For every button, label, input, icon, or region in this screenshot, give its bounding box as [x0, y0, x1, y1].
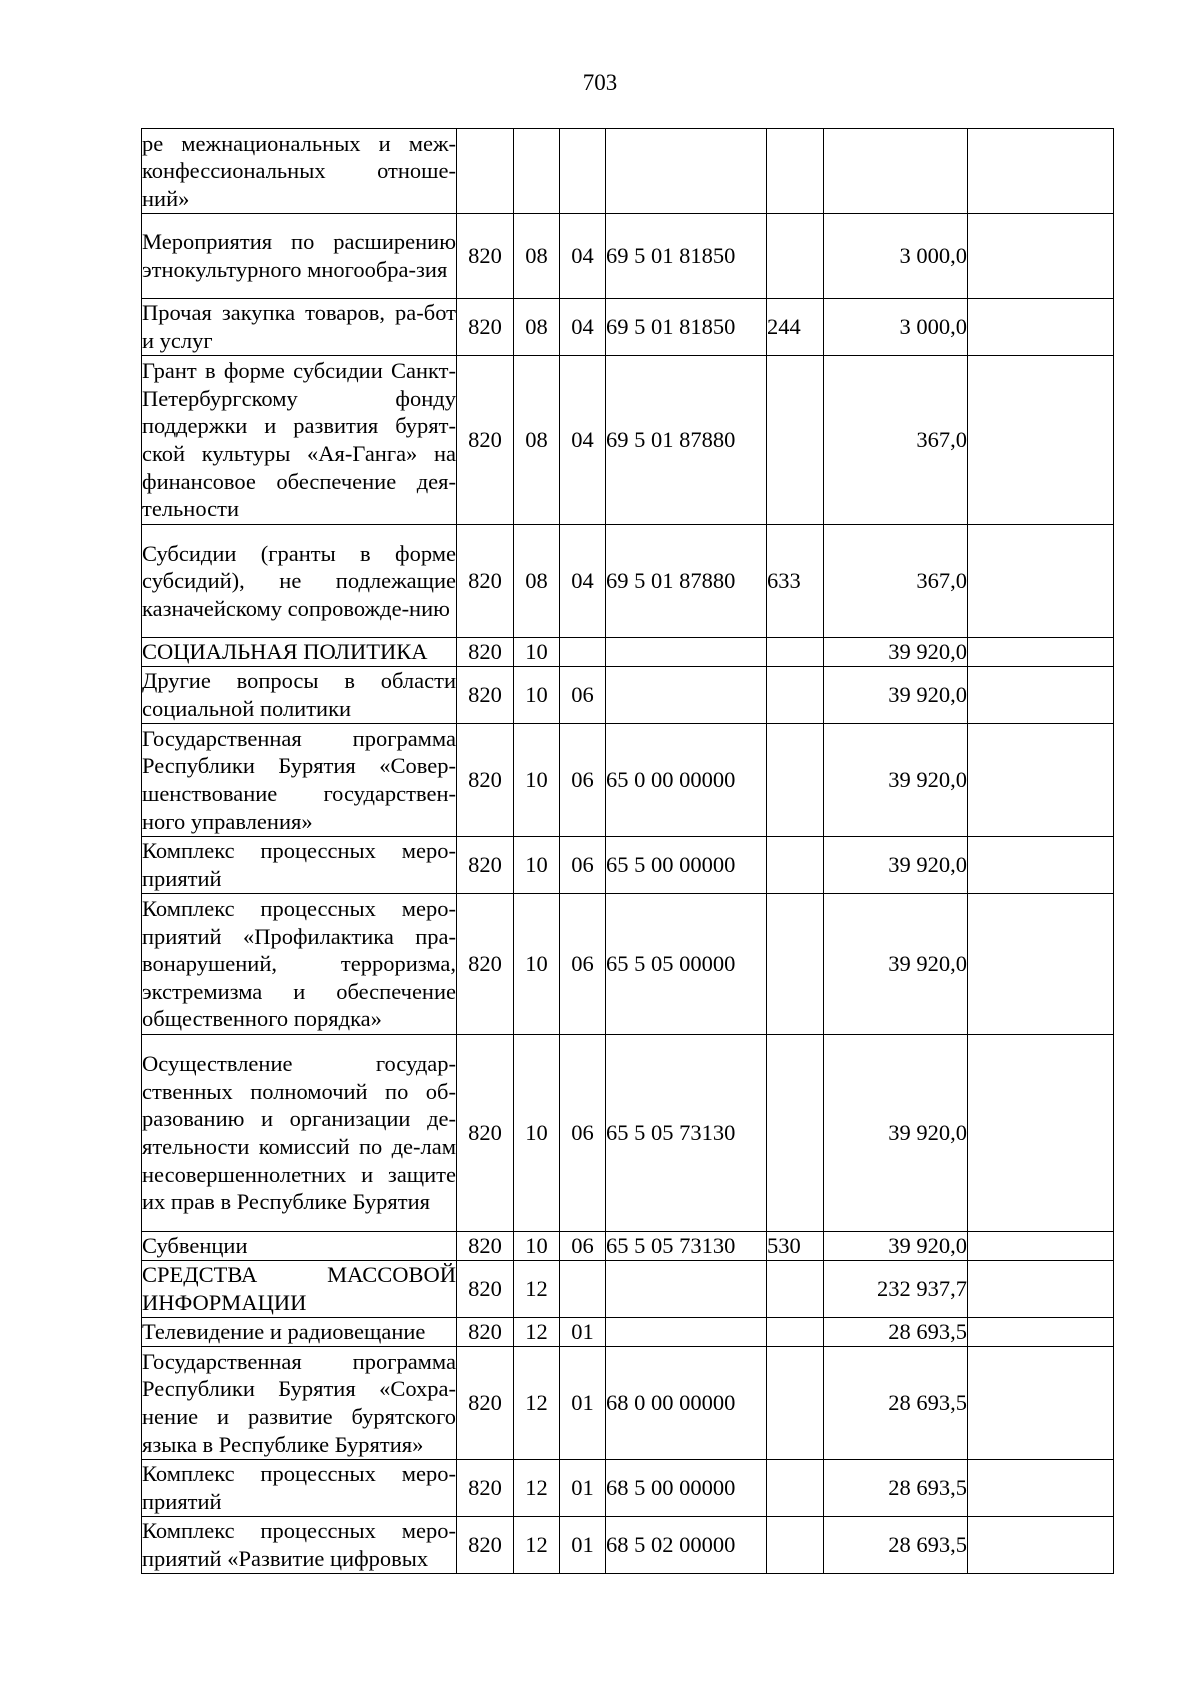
row-pr: 01: [560, 1347, 606, 1460]
row-rz: 08: [514, 214, 560, 299]
row-sum: 39 920,0: [824, 837, 968, 894]
row-gr: 820: [457, 724, 514, 837]
row-empty-cell: [968, 129, 1114, 214]
row-pr: 01: [560, 1517, 606, 1574]
row-sum: 28 693,5: [824, 1318, 968, 1347]
row-gr: 820: [457, 667, 514, 724]
row-pr: 04: [560, 214, 606, 299]
row-csr: 69 5 01 81850: [606, 214, 767, 299]
row-csr: 65 5 05 00000: [606, 894, 767, 1035]
row-pr: 04: [560, 356, 606, 525]
row-csr: [606, 1318, 767, 1347]
row-rz: 08: [514, 525, 560, 638]
row-pr: 04: [560, 525, 606, 638]
row-empty-cell: [968, 1517, 1114, 1574]
row-name: СОЦИАЛЬНАЯ ПОЛИТИКА: [142, 638, 457, 667]
table-row: [142, 1347, 1114, 1460]
row-empty-cell: [968, 667, 1114, 724]
row-csr: 65 0 00 00000: [606, 724, 767, 837]
row-sum: 39 920,0: [824, 724, 968, 837]
table-row: [142, 724, 1114, 837]
row-sum: 232 937,7: [824, 1261, 968, 1318]
row-empty-cell: [968, 1460, 1114, 1517]
row-vr: [767, 1460, 824, 1517]
table-row: [142, 1517, 1114, 1574]
row-rz: 08: [514, 356, 560, 525]
row-name: Государственная программа Республики Бурятия «Сохра-нение и развитие бурятского языка в Республике Бурятия»: [142, 1347, 457, 1460]
row-rz: 12: [514, 1347, 560, 1460]
row-name: Субсидии (гранты в форме субсидий), не подлежащие казначейскому сопровожде-нию: [142, 525, 457, 638]
row-pr: 06: [560, 1232, 606, 1261]
row-gr: 820: [457, 837, 514, 894]
row-sum: 39 920,0: [824, 638, 968, 667]
row-rz: 12: [514, 1460, 560, 1517]
row-vr: [767, 1035, 824, 1232]
row-empty-cell: [968, 356, 1114, 525]
row-empty-cell: [968, 894, 1114, 1035]
row-name: Другие вопросы в области социальной политики: [142, 667, 457, 724]
row-vr: [767, 638, 824, 667]
row-csr: 65 5 00 00000: [606, 837, 767, 894]
row-vr: [767, 667, 824, 724]
row-vr: [767, 129, 824, 214]
table-row: [142, 837, 1114, 894]
row-vr: 244: [767, 299, 824, 356]
row-csr: 65 5 05 73130: [606, 1035, 767, 1232]
row-vr: [767, 1347, 824, 1460]
row-gr: 820: [457, 214, 514, 299]
table-row: [142, 1460, 1114, 1517]
row-pr: 06: [560, 724, 606, 837]
row-name: Комплекс процессных меро-приятий: [142, 837, 457, 894]
row-empty-cell: [968, 1347, 1114, 1460]
row-rz: 10: [514, 638, 560, 667]
table-row: [142, 1232, 1114, 1261]
table-row: [142, 638, 1114, 667]
row-empty-cell: [968, 638, 1114, 667]
budget-table: [141, 128, 1114, 1574]
row-name: Грант в форме субсидии Санкт-Петербургскому фонду поддержки и развития бурят-ской культуры «Ая-Ганга» на финансовое обеспечение дея-тельности: [142, 356, 457, 525]
row-name: Комплекс процессных меро-приятий «Профилактика пра-вонарушений, терроризма, экстремизма и обеспечение общественного порядка»: [142, 894, 457, 1035]
row-rz: 10: [514, 837, 560, 894]
row-gr: 820: [457, 1347, 514, 1460]
row-empty-cell: [968, 1232, 1114, 1261]
row-name: Мероприятия по расширению этнокультурного многообра-зия: [142, 214, 457, 299]
row-rz: 10: [514, 1232, 560, 1261]
row-gr: 820: [457, 525, 514, 638]
row-pr: 01: [560, 1318, 606, 1347]
row-rz: 08: [514, 299, 560, 356]
row-rz: 10: [514, 724, 560, 837]
row-gr: 820: [457, 1517, 514, 1574]
row-sum: 3 000,0: [824, 299, 968, 356]
row-empty-cell: [968, 1318, 1114, 1347]
row-csr: 68 5 00 00000: [606, 1460, 767, 1517]
table-row: [142, 1318, 1114, 1347]
row-sum: 39 920,0: [824, 1232, 968, 1261]
row-csr: 69 5 01 87880: [606, 525, 767, 638]
row-sum: 367,0: [824, 525, 968, 638]
row-pr: 01: [560, 1460, 606, 1517]
row-name: Комплекс процессных меро-приятий: [142, 1460, 457, 1517]
row-name: Комплекс процессных меро-приятий «Развитие цифровых: [142, 1517, 457, 1574]
row-gr: 820: [457, 1035, 514, 1232]
row-csr: 68 0 00 00000: [606, 1347, 767, 1460]
row-gr: 820: [457, 638, 514, 667]
row-sum: 3 000,0: [824, 214, 968, 299]
row-vr: [767, 356, 824, 525]
row-pr: 06: [560, 837, 606, 894]
row-vr: [767, 837, 824, 894]
page-number: 703: [582, 70, 618, 95]
table-row: [142, 1261, 1114, 1318]
row-sum: 367,0: [824, 356, 968, 525]
row-vr: [767, 724, 824, 837]
row-empty-cell: [968, 837, 1114, 894]
row-vr: [767, 1261, 824, 1318]
row-csr: [606, 638, 767, 667]
row-rz: 10: [514, 667, 560, 724]
table-row: [142, 214, 1114, 299]
row-gr: 820: [457, 299, 514, 356]
table-row: [142, 129, 1114, 214]
row-vr: [767, 1318, 824, 1347]
row-gr: 820: [457, 894, 514, 1035]
table-row: [142, 667, 1114, 724]
row-name: Осуществление государ-ственных полномочий по об-разованию и организации де-ятельности комиссий по де-лам несовершеннолетних и защите их прав в Республике Бурятия: [142, 1035, 457, 1232]
row-gr: 820: [457, 1261, 514, 1318]
row-vr: [767, 894, 824, 1035]
row-gr: 820: [457, 1460, 514, 1517]
row-pr: 04: [560, 299, 606, 356]
row-rz: 10: [514, 1035, 560, 1232]
row-sum: 28 693,5: [824, 1460, 968, 1517]
row-pr: 06: [560, 667, 606, 724]
row-vr: 530: [767, 1232, 824, 1261]
row-csr: 69 5 01 87880: [606, 356, 767, 525]
row-csr: [606, 129, 767, 214]
row-vr: [767, 1517, 824, 1574]
row-pr: [560, 638, 606, 667]
row-rz: [514, 129, 560, 214]
row-csr: [606, 1261, 767, 1318]
row-empty-cell: [968, 214, 1114, 299]
row-pr: [560, 129, 606, 214]
row-rz: 12: [514, 1261, 560, 1318]
row-sum: 39 920,0: [824, 667, 968, 724]
row-csr: 68 5 02 00000: [606, 1517, 767, 1574]
table-row: [142, 894, 1114, 1035]
row-csr: 69 5 01 81850: [606, 299, 767, 356]
row-sum: 28 693,5: [824, 1347, 968, 1460]
row-empty-cell: [968, 525, 1114, 638]
row-name: Субвенции: [142, 1232, 457, 1261]
row-csr: [606, 667, 767, 724]
row-pr: 06: [560, 894, 606, 1035]
row-pr: [560, 1261, 606, 1318]
row-empty-cell: [968, 724, 1114, 837]
row-rz: 12: [514, 1318, 560, 1347]
row-name: Государственная программа Республики Бурятия «Совер-шенствование государствен-ного управления»: [142, 724, 457, 837]
table-row: [142, 1035, 1114, 1232]
row-name: Прочая закупка товаров, ра-бот и услуг: [142, 299, 457, 356]
table-row: [142, 525, 1114, 638]
row-gr: [457, 129, 514, 214]
row-rz: 10: [514, 894, 560, 1035]
row-csr: 65 5 05 73130: [606, 1232, 767, 1261]
row-empty-cell: [968, 1261, 1114, 1318]
row-name: СРЕДСТВА МАССОВОЙ ИНФОРМАЦИИ: [142, 1261, 457, 1318]
row-vr: [767, 214, 824, 299]
row-gr: 820: [457, 1232, 514, 1261]
row-vr: 633: [767, 525, 824, 638]
row-pr: 06: [560, 1035, 606, 1232]
row-empty-cell: [968, 1035, 1114, 1232]
row-sum: [824, 129, 968, 214]
row-name: Телевидение и радиовещание: [142, 1318, 457, 1347]
row-sum: 28 693,5: [824, 1517, 968, 1574]
row-sum: 39 920,0: [824, 1035, 968, 1232]
row-gr: 820: [457, 1318, 514, 1347]
row-rz: 12: [514, 1517, 560, 1574]
row-empty-cell: [968, 299, 1114, 356]
row-gr: 820: [457, 356, 514, 525]
table-row: [142, 356, 1114, 525]
table-row: [142, 299, 1114, 356]
row-sum: 39 920,0: [824, 894, 968, 1035]
row-name: ре межнациональных и меж-конфессиональных отноше-ний»: [142, 129, 457, 214]
